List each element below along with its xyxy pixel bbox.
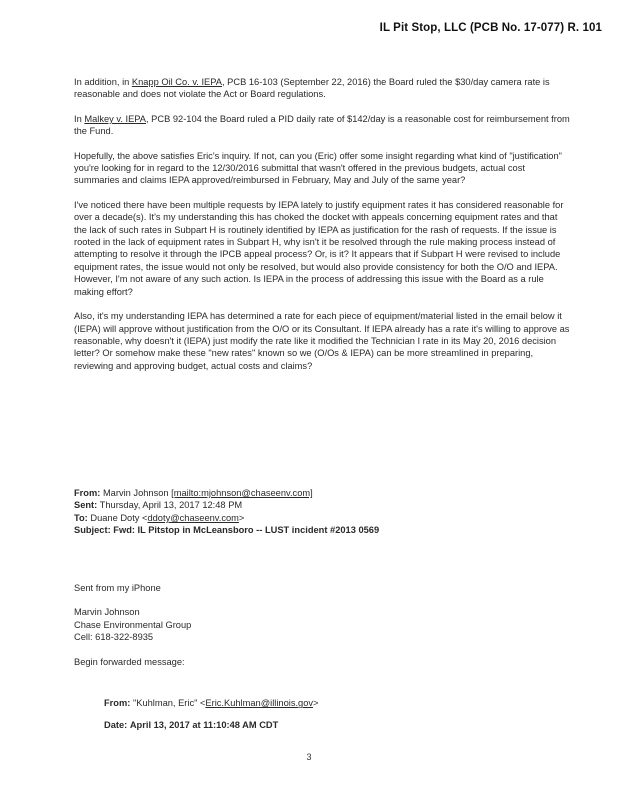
paragraph-equipment-rates: I've noticed there have been multiple requests by IEPA lately to justify equipment rates it has considered reasonable for over a decade(s). It's my understanding this has choked the docket with appeals concerning equipment rates and that the lack of such rates in Subpart H is routinely identified by IEPA as justification for the rash of requests. If the issue is rooted in the lack of equipment rates in Subpart H, why isn't it be resolved through the rule making process instead of attempting to resolve it through the IPCB appeal process? Or, is it? It appears that if Subpart H were revised to include equipment rates, the issue would not only be resolved, but would also provide consistency for both the O/O and IEPA. However, I'm not aware of any such action. Is IEPA in the process of addressing this issue with the Board as a rule making effort?	[74, 199, 564, 297]
signature-block	[74, 582, 572, 668]
email-headers	[74, 487, 572, 537]
email-from-row	[74, 487, 572, 499]
sent-value: Thursday, April 13, 2017 12:48 PM	[99, 500, 243, 511]
to-close: >	[238, 512, 245, 523]
from-value: Marvin Johnson	[102, 488, 172, 498]
begin-forwarded-message: Begin forwarded message:	[74, 656, 185, 667]
paragraph-knapp	[74, 76, 572, 101]
paragraph-prefix: In	[74, 113, 85, 124]
forwarded-from-label: From:	[104, 698, 131, 709]
email-sent-row	[74, 499, 572, 511]
forwarded-headers	[104, 688, 564, 741]
forwarded-from-close: >	[313, 698, 319, 709]
signature-name: Marvin Johnson	[74, 607, 140, 618]
from-label: From:	[74, 488, 101, 498]
case-citation-knapp: Knapp Oil Co. v. IEPA	[131, 77, 222, 87]
forwarded-from-email-link[interactable]: Eric.Kuhlman@illinois.gov	[205, 698, 314, 709]
case-citation-malkey: Malkey v. IEPA	[84, 113, 146, 124]
signature-company: Chase Environmental Group	[74, 619, 192, 630]
to-email-link[interactable]: ddoty@chaseenv.com	[147, 512, 239, 523]
sent-from-iphone: Sent from my iPhone	[74, 583, 161, 593]
forwarded-date-label: Date:	[104, 720, 128, 730]
to-label: To:	[74, 512, 88, 523]
page-header-title: IL Pit Stop, LLC (PCB No. 17-077) R. 101	[379, 22, 602, 34]
paragraph-suffix: , PCB 16-103 (September 22, 2016) the Board ruled the $30/day camera rate is reasonable and does not violate the Act or Board regulations.	[74, 77, 550, 100]
to-value: Duane Doty <	[90, 512, 148, 523]
email-to-row	[74, 512, 572, 524]
forwarded-from-value: "Kuhlman, Eric" <	[132, 698, 206, 709]
forwarded-from-row	[104, 697, 564, 709]
sent-label: Sent:	[74, 500, 98, 511]
from-mailto-link[interactable]: [mailto:mjohnson@chaseenv.com]	[171, 488, 313, 498]
email-subject-row	[74, 524, 572, 536]
signature-cell: Cell: 618-322-8935	[74, 632, 154, 643]
subject-value: Fwd: IL Pitstop in McLeansboro -- LUST incident #2013 0569	[113, 525, 380, 536]
paragraph-iepa-rates: Also, it's my understanding IEPA has determined a rate for each piece of equipment/material listed in the email below it (IEPA) will approve without justification from the O/O or its Consultant. If IEPA already has a rate it's willing to approve as reasonable, why doesn't it (IEPA) just modify the rate like it modified the Technician I rate in its May 20, 2016 decision letter? Or somehow make these "new rates" known so we (O/Os & IEPA) can be more streamlined in preparing, reviewing and approving budget, actual costs and claims?	[74, 311, 570, 371]
paragraph-eric-inquiry: Hopefully, the above satisfies Eric's inquiry. If not, can you (Eric) offer some insight regarding what kind of "justification" you're looking for in regard to the 12/30/2016 submittal that wasn't offered in the previous budgets, actual cost summaries and claims IEPA approved/reimbursed in February, May and July of the same year?	[74, 150, 562, 186]
paragraph-malkey	[74, 113, 572, 138]
paragraph-prefix: In addition, in	[74, 77, 132, 87]
paragraph-suffix: , PCB 92-104 the Board ruled a PID daily rate of $142/day is a reasonable cost for reimbursement from the Fund.	[74, 113, 570, 137]
forwarded-date-value: April 13, 2017 at 11:10:48 AM CDT	[129, 720, 279, 730]
page-number: 3	[306, 752, 312, 762]
subject-label: Subject:	[74, 525, 111, 536]
letter-body	[74, 76, 572, 372]
forwarded-date-row	[104, 719, 564, 731]
